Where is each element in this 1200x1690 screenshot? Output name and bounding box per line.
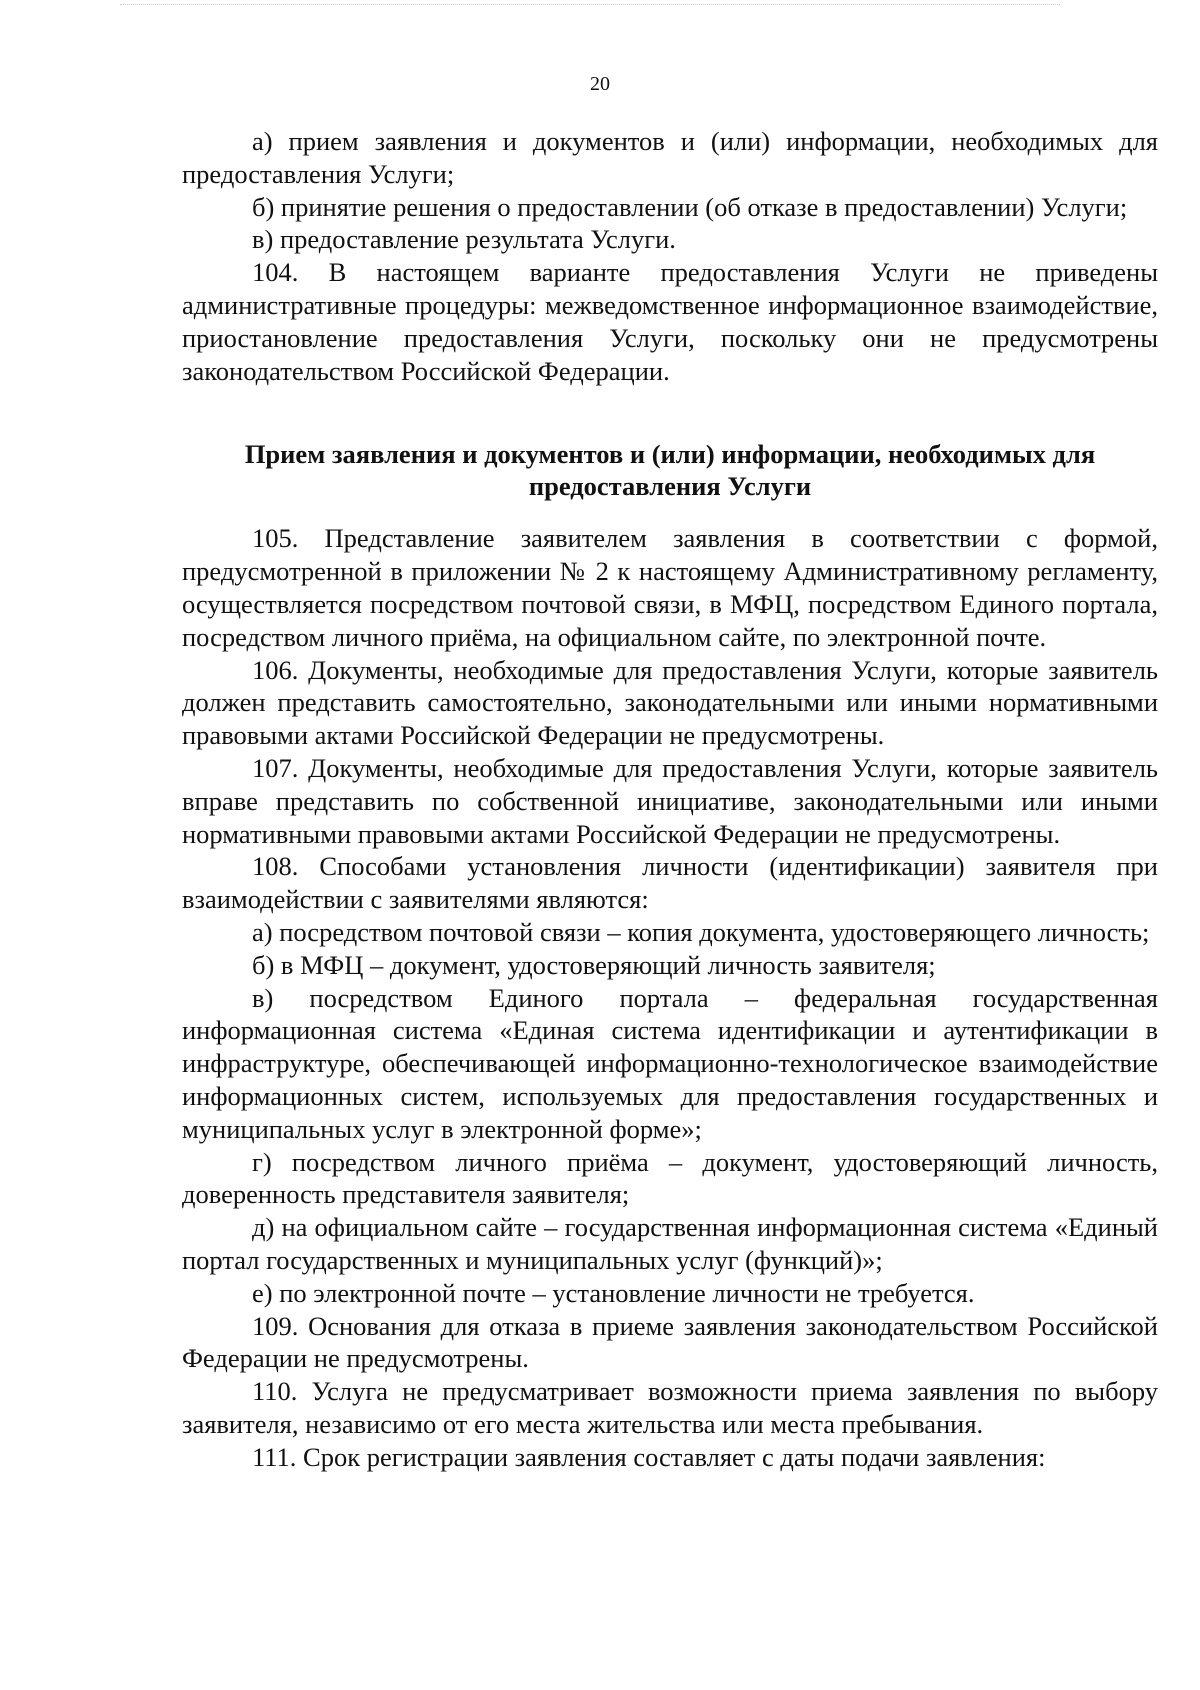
paragraph-v-prior: в) предоставление результата Услуги. <box>252 224 676 255</box>
section-heading <box>182 438 1158 502</box>
paragraph-108-e: е) по электронной почте – установление личности не требуется. <box>252 1277 975 1308</box>
paragraph-106: 106. Документы, необходимые для предоставления Услуги, которые заявитель должен представить самостоятельно, законодательными или иными нормативными правовыми актами Российской Федерации не предусмотрены. <box>182 654 1158 751</box>
paragraph-110: 110. Услуга не предусматривает возможности приема заявления по выбору заявителя, независимо от его места жительства или места пребывания. <box>182 1376 1158 1439</box>
paragraph-107: 107. Документы, необходимые для предоставления Услуги, которые заявитель вправе представить по собственной инициативе, законодательными или иными нормативными правовыми актами Российской Федерации не предусмотрены. <box>182 752 1158 849</box>
paragraph-108-v: в) посредством Единого портала – федеральная государственная информационная система «Единая система идентификации и аутентификации в инфраструктуре, обеспечивающей информационно-технологическое взаимодействие информационных систем, используемых для предоставления государственных и муниципальных услуг в электронной форме»; <box>182 982 1158 1144</box>
paragraph-108-d: д) на официальном сайте – государственная информационная система «Единый портал государственных и муниципальных услуг (функций)»; <box>182 1212 1158 1275</box>
page-number: 20 <box>590 73 610 95</box>
paragraph-108-a: а) посредством почтовой связи – копия документа, удостоверяющего личность; <box>252 916 1150 947</box>
paragraph-111: 111. Срок регистрации заявления составляет с даты подачи заявления: <box>252 1441 1046 1472</box>
paragraph-108: 108. Способами установления личности (идентификации) заявителя при взаимодействии с заявителями являются: <box>182 851 1158 915</box>
paragraph-109: 109. Основания для отказа в приеме заявления законодательством Российской Федерации не предусмотрены. <box>182 1310 1158 1374</box>
paragraph-b-prior: б) принятие решения о предоставлении (об отказе в предоставлении) Услуги; <box>252 191 1128 222</box>
paragraph-104: 104. В настоящем варианте предоставления Услуги не приведены административные процедуры: межведомственное информационное взаимодействие, приостановление предоставления Услуги, поскольку они не предусмотрены законодательством Российской Федерации. <box>182 257 1158 386</box>
paragraph-108-g: г) посредством личного приёма – документ, удостоверяющий личность, доверенность представителя заявителя; <box>182 1146 1158 1210</box>
section-heading-line-1: Прием заявления и документов и (или) информации, необходимых для <box>244 439 1096 470</box>
paragraph-108-b: б) в МФЦ – документ, удостоверяющий личность заявителя; <box>252 949 936 980</box>
paragraph-105: 105. Представление заявителем заявления в соответствии с формой, предусмотренной в приложении № 2 к настоящему Административному регламенту, осуществляется посредством почтовой связи, в МФЦ, посредством Единого портала, посредством личного приёма, на официальном сайте, по электронной почте. <box>182 523 1158 652</box>
document-body <box>182 125 1158 1473</box>
paragraph-a-prior: а) прием заявления и документов и (или) информации, необходимых для предоставления Услуги; <box>182 126 1158 189</box>
scan-artifact-line <box>120 4 1060 9</box>
section-heading-line-2: предоставления Услуги <box>528 471 812 502</box>
